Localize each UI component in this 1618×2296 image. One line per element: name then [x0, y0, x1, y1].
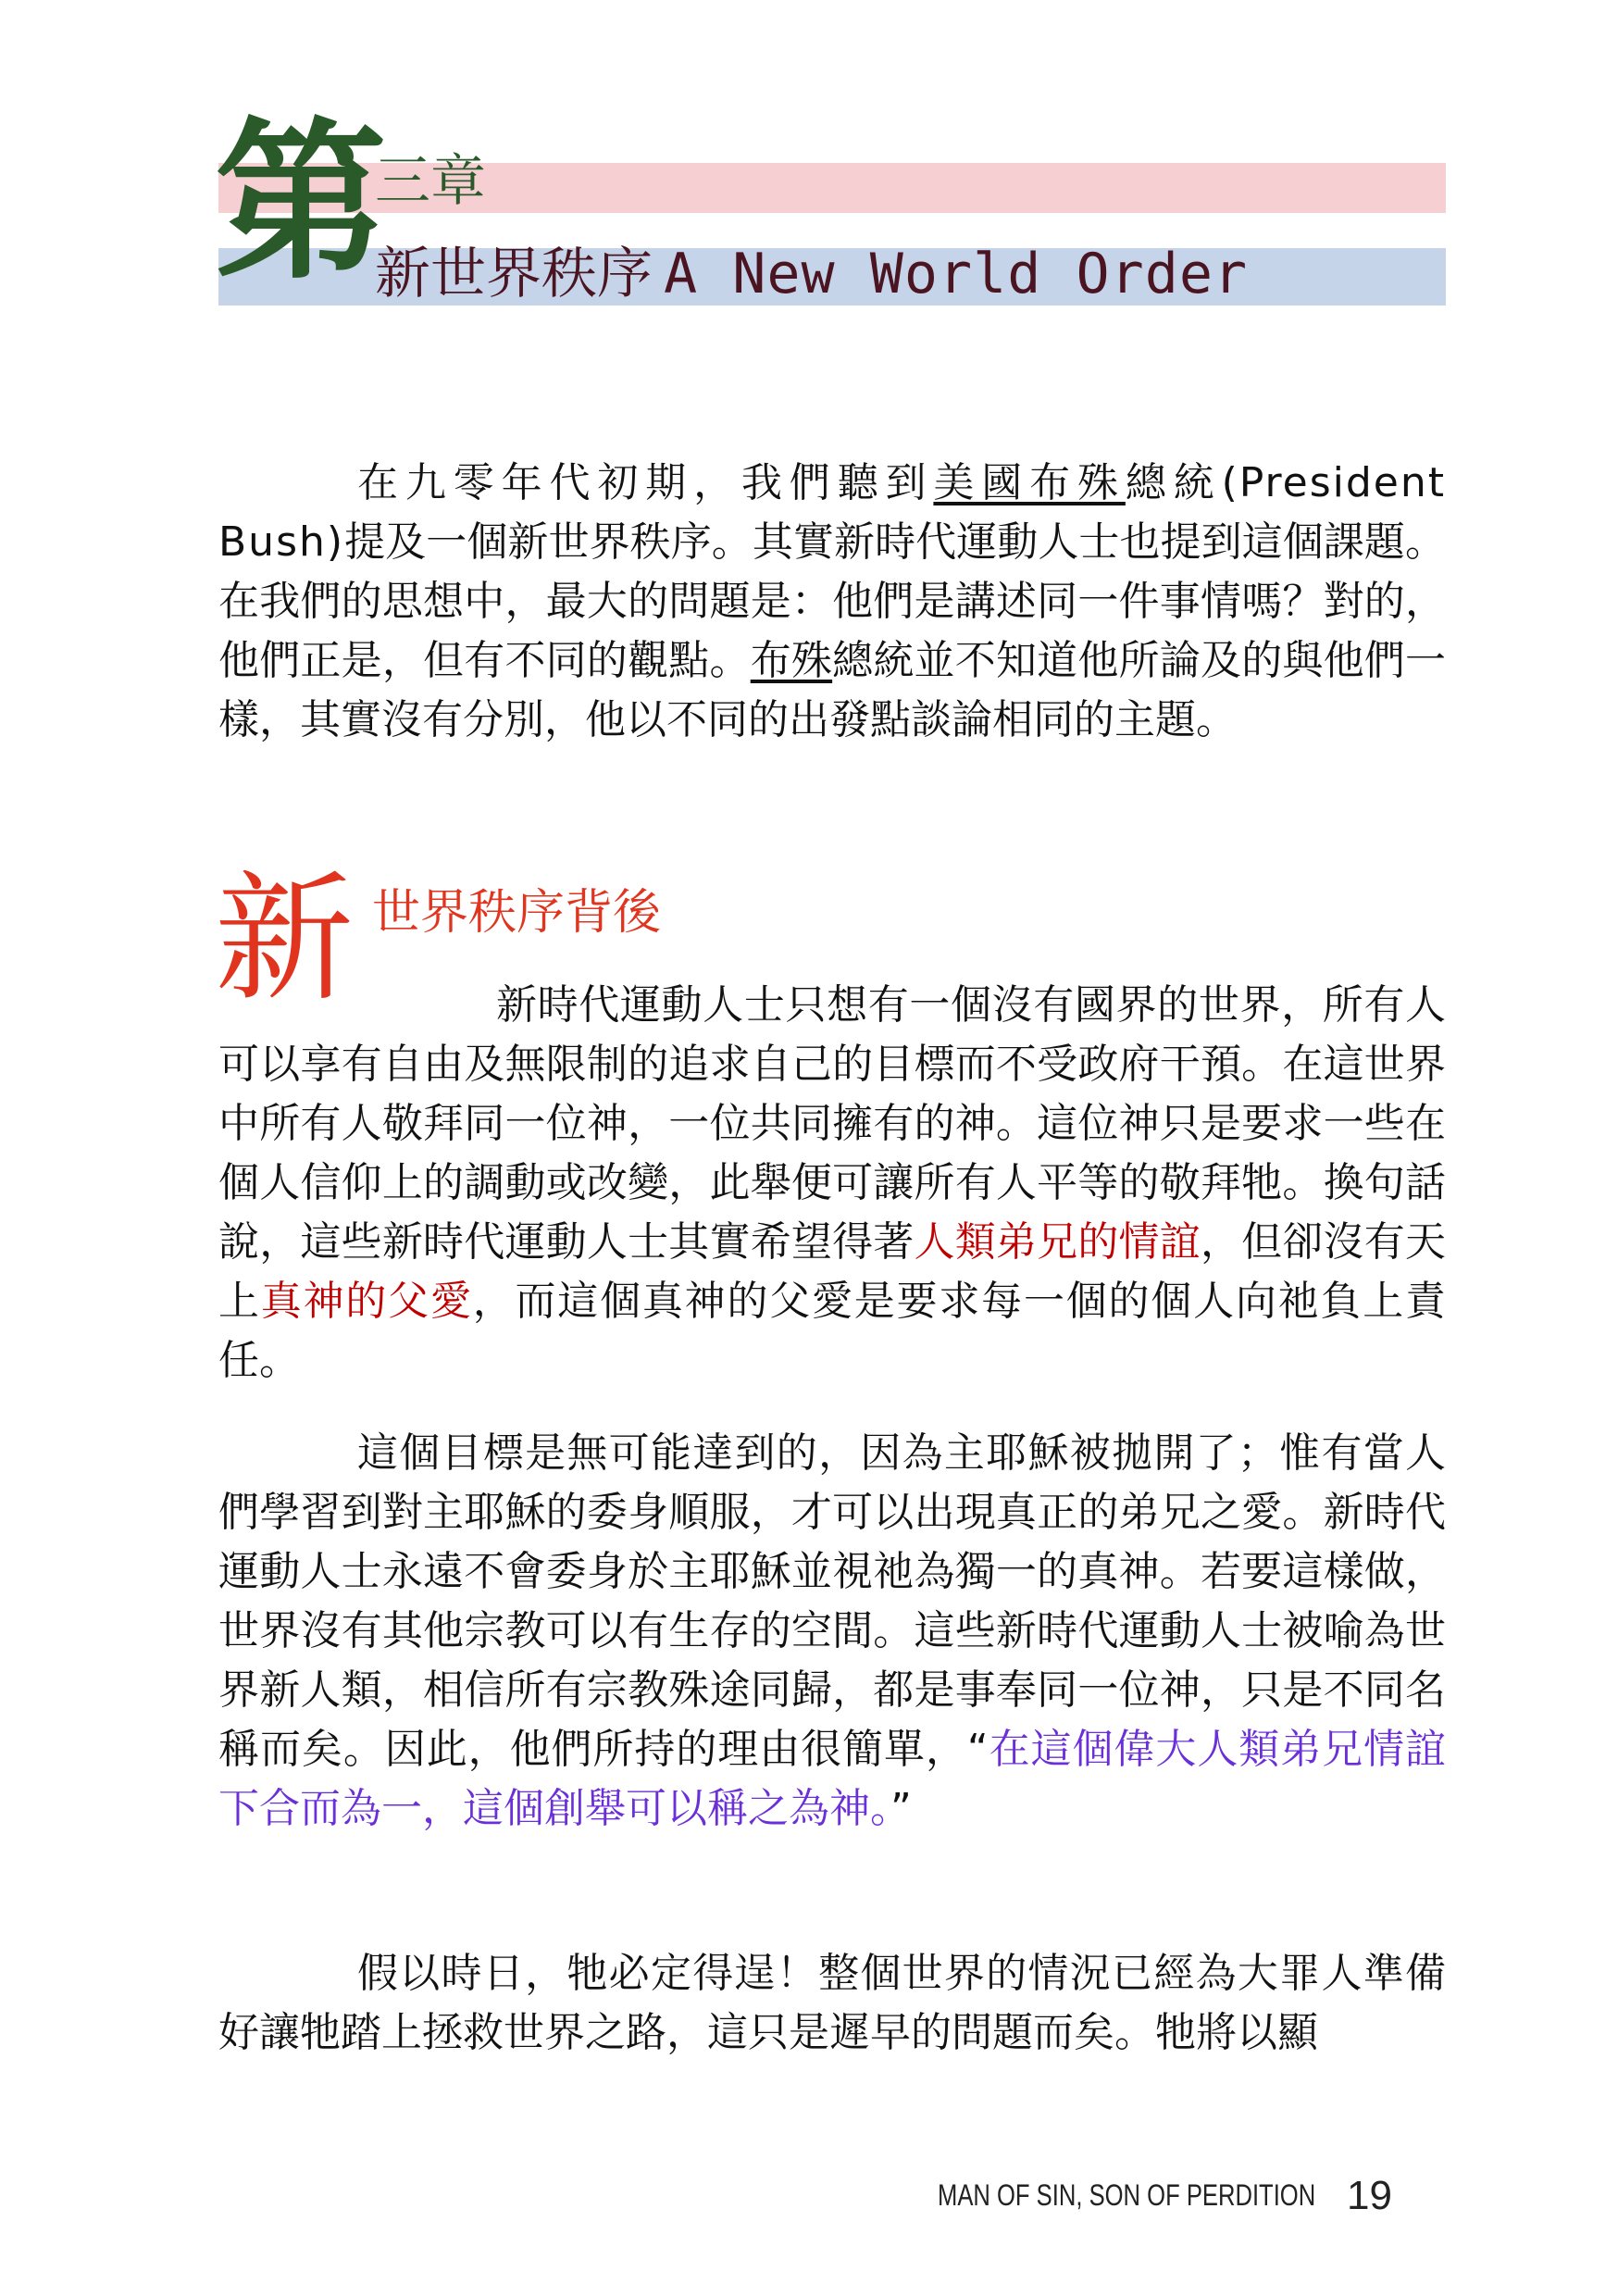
paragraph-in-time: 假以時日，牠必定得逞！整個世界的情況已經為大罪人準備好讓牠踏上拯救世界之路，這只是遲早的問題而矣。牠將以顯 [218, 1950, 1446, 2056]
chapter-title-zh: 新世界秩序 [375, 242, 653, 306]
p3-text-a: 這個目標是無可能達到的，因為主耶穌被拋開了；惟有當人們學習到對主耶穌的委身順服，才可以出現真正的弟兄之愛。新時代運動人士永遠不會委身於主耶穌並視祂為獨一的真神。若要這樣做，世界沒有其他宗教可以有生存的空間。這些新時代運動人士被喻為世界新人類，相信所有宗教殊途同歸，都是事奉同一位神，只是不同名稱而矣。因此，他們所持的理由很簡單，“ [218, 1429, 1446, 1773]
chapter-title [375, 242, 1249, 306]
p2-text-c: ，而這個真神的父愛是要求每一個的個人向祂負上責任。 [218, 1278, 1447, 1384]
section-subtitle: 世界秩序背後 [372, 885, 662, 941]
p1-text-d: 提及一個新世界秩序。其實新時代運動人士也提到這個課題。在我們的思想中，最大的問題是：他們是講述同一件事情嗎？對的，他們正是，但有不同的觀點。 [218, 518, 1446, 684]
footer-book-title: MAN OF SIN, SON OF PERDITION [938, 2178, 1316, 2212]
paragraph-intro [218, 454, 1446, 750]
chapter-drop-cap: 第 [215, 102, 388, 303]
p2-text-a: 新時代運動人士只想有一個沒有國界的世界，所有人可以享有自由及無限制的追求自己的目標而不受政府干預。在這世界中所有人敬拜同一位神，一位共同擁有的神。這位神只是要求一些在個人信仰上的調動或改變，此舉便可讓所有人平等的敬拜牠。換句話說，這些新時代運動人士其實希望得著 [218, 981, 1446, 1266]
p1-text-english: (President Bush) [218, 459, 1447, 566]
page-number: 19 [1347, 2173, 1392, 2218]
section-drop-cap: 新 [215, 859, 355, 1020]
p1-name-underlined: 美國布殊 [933, 459, 1126, 506]
p1-text-e: 總統並不知道他所論及的與他們一樣，其實沒有分別，他以不同的出發點談論相同的主題。 [218, 637, 1447, 743]
p1-text-a: 在九零年代初期，我們聽到 [357, 459, 934, 506]
p2-text-b: ，但卻沒有天上 [218, 1218, 1447, 1325]
p2-emphasis-brotherhood: 人類弟兄的情誼 [914, 1218, 1201, 1266]
chapter-title-en: A New World Order [664, 242, 1249, 306]
p1-text-b: 總統 [1125, 459, 1222, 506]
p3-text-b: ” [890, 1785, 912, 1832]
p1-name2-underlined: 布殊 [750, 637, 833, 684]
paragraph-goal [218, 1424, 1446, 1839]
paragraph-new-age [218, 976, 1446, 1391]
p3-quote: 在這個偉大人類弟兄情誼下合而為一，這個創舉可以稱之為神。 [218, 1726, 1447, 1832]
p2-emphasis-fatherhood: 真神的父愛 [260, 1278, 473, 1325]
chapter-number: 三章 [375, 149, 486, 214]
